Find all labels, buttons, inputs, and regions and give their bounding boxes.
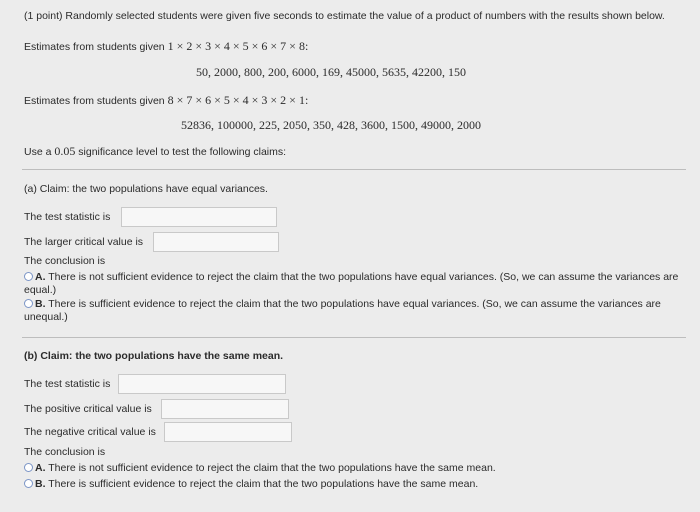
significance-suffix: significance level to test the following claims: xyxy=(78,146,287,158)
part-b-option-a-text: There is not sufficient evidence to reject the claim that the two populations have the same mean. xyxy=(48,462,496,474)
part-a-option-b[interactable] xyxy=(24,298,684,323)
significance-value: 0.05 xyxy=(54,144,76,158)
problem-statement: (1 point) Randomly selected students were given five seconds to estimate the value of a product of numbers with the results shown below. xyxy=(24,10,665,22)
part-a-option-a-letter: A. xyxy=(35,271,46,283)
part-b-option-a-radio[interactable] xyxy=(24,463,33,472)
part-b-test-statistic-label: The test statistic is xyxy=(24,378,111,390)
part-b-option-a[interactable] xyxy=(24,462,684,475)
part-b-negative-critical-label: The negative critical value is xyxy=(24,426,156,438)
problem-intro xyxy=(24,9,684,23)
part-a-option-b-radio[interactable] xyxy=(24,299,33,308)
significance-prefix: Use a xyxy=(24,146,52,158)
part-a-option-b-letter: B. xyxy=(35,298,46,310)
part-b-test-statistic-input[interactable] xyxy=(118,374,286,394)
part-a-test-statistic-input[interactable] xyxy=(121,207,277,227)
part-b-positive-critical-label: The positive critical value is xyxy=(24,403,152,415)
group2-heading xyxy=(24,93,308,108)
part-b-negative-critical-input[interactable] xyxy=(164,422,292,442)
divider-middle xyxy=(22,337,686,338)
part-b-option-b-radio[interactable] xyxy=(24,479,33,488)
part-a-option-b-text: There is sufficient evidence to reject the claim that the two populations have equal variances. (So, we can assume the variances are unequal.) xyxy=(24,298,661,323)
group2-data: 52836, 100000, 225, 2050, 350, 428, 3600, 1500, 49000, 2000 xyxy=(181,118,481,132)
part-a-critical-input[interactable] xyxy=(153,232,279,252)
part-a-option-a-text: There is not sufficient evidence to reject the claim that the two populations have equal variances. (So, we can assume the variances are equal.) xyxy=(24,271,679,296)
part-b-option-b[interactable] xyxy=(24,478,684,491)
part-a-test-statistic-label: The test statistic is xyxy=(24,211,111,223)
group1-label: Estimates from students given xyxy=(24,41,165,53)
group2-expression: 8 × 7 × 6 × 5 × 4 × 3 × 2 × 1: xyxy=(167,93,309,107)
part-a-title-text: (a) Claim: the two populations have equal variances. xyxy=(24,183,268,195)
divider-top xyxy=(22,169,686,170)
significance-instruction xyxy=(24,144,286,159)
part-a-option-a-radio[interactable] xyxy=(24,272,33,281)
part-b-title xyxy=(24,350,283,362)
group1-heading xyxy=(24,39,308,54)
part-b-title-text: (b) Claim: the two populations have the same mean. xyxy=(24,350,284,362)
part-a-critical-label: The larger critical value is xyxy=(24,236,144,248)
part-b-option-b-text: There is sufficient evidence to reject the claim that the two populations have the same mean. xyxy=(48,478,479,490)
group1-expression: 1 × 2 × 3 × 4 × 5 × 6 × 7 × 8: xyxy=(167,39,309,53)
part-a-option-a[interactable] xyxy=(24,271,684,296)
part-b-positive-critical-input[interactable] xyxy=(161,399,289,419)
part-a-title xyxy=(24,183,268,195)
part-b-option-b-letter: B. xyxy=(35,478,46,490)
group2-label: Estimates from students given xyxy=(24,95,165,107)
part-b-option-a-letter: A. xyxy=(35,462,46,474)
part-b-conclusion-label: The conclusion is xyxy=(24,446,106,458)
group1-data: 50, 2000, 800, 200, 6000, 169, 45000, 5635, 42200, 150 xyxy=(196,65,466,79)
part-a-conclusion-label: The conclusion is xyxy=(24,255,106,267)
